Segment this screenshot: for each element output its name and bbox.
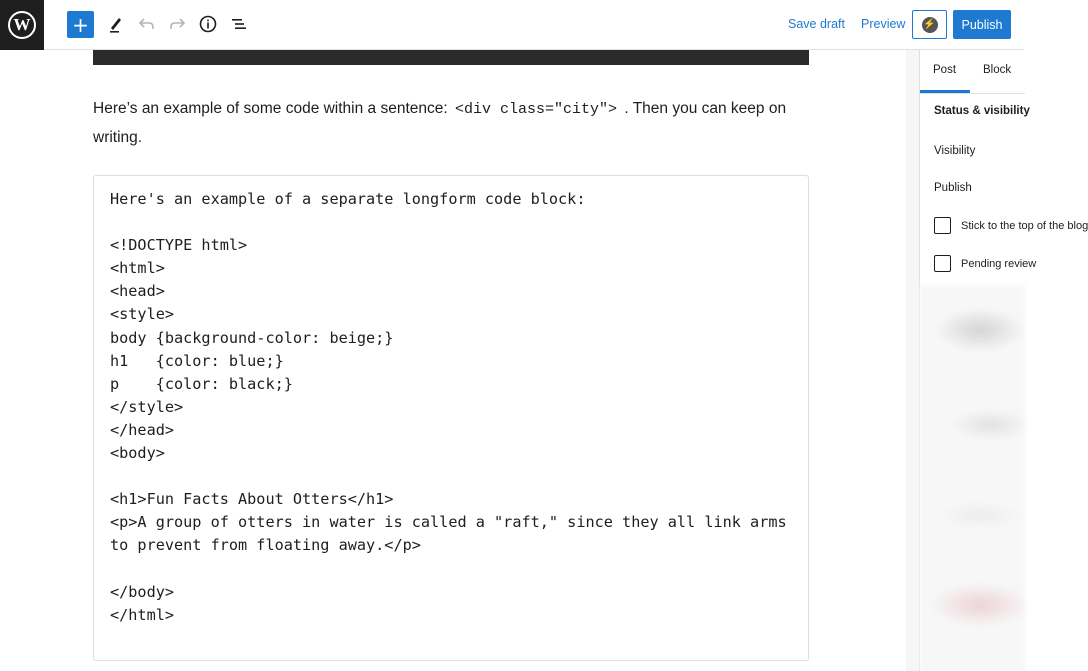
paragraph-text-before: Here’s an example of some code within a sentence: [93,100,448,117]
settings-icon: ⚡ [922,17,938,33]
settings-button[interactable] [912,10,947,39]
visibility-label: Visibility [934,145,976,157]
redo-icon[interactable] [165,12,189,36]
plus-icon: + [72,12,89,37]
tab-post[interactable]: Post [933,64,957,76]
tabs-divider [920,93,1025,94]
list-view-icon[interactable] [227,12,251,36]
inline-code: <div class="city"> [455,101,618,118]
wordpress-logo-icon[interactable]: W [0,0,44,50]
stick-to-top-checkbox[interactable] [934,217,951,234]
paragraph-block[interactable] [93,95,809,152]
add-block-button[interactable] [67,11,94,38]
undo-icon[interactable] [135,12,159,36]
pending-review-label: Pending review [961,258,1037,270]
pencil-icon[interactable] [104,12,128,36]
save-draft-button[interactable]: Save draft [788,17,845,31]
status-visibility-panel-title[interactable]: Status & visibility [934,105,1030,117]
code-block[interactable] [93,175,809,661]
top-toolbar [0,0,1024,50]
publish-label: Publish [934,182,972,194]
blurred-sidebar-content [920,285,1025,671]
pending-review-checkbox[interactable] [934,255,951,272]
code-block-content[interactable]: Here's an example of a separate longform code block: <!DOCTYPE html> <html> <head> <style> body {background-color: beige;} h1 {color: blue;} p {color: black;} </style> </head> <body> <h1>Fun Facts About Otters</h1> <p>A group of otters in water is called a "raft," since they all link arms to prevent from floating away.</p> </body> </html> [110,190,787,624]
tab-block[interactable]: Block [983,64,1012,76]
settings-sidebar [919,50,1088,671]
scroll-gutter [906,50,919,671]
paragraph-text-after: . Then you can keep on writing. [93,100,787,146]
preceding-block[interactable] [93,50,809,65]
info-icon[interactable] [196,12,220,36]
preview-button[interactable]: Preview [861,17,906,31]
publish-button[interactable]: Publish [953,10,1011,39]
stick-to-top-label: Stick to the top of the blog [961,220,1088,232]
